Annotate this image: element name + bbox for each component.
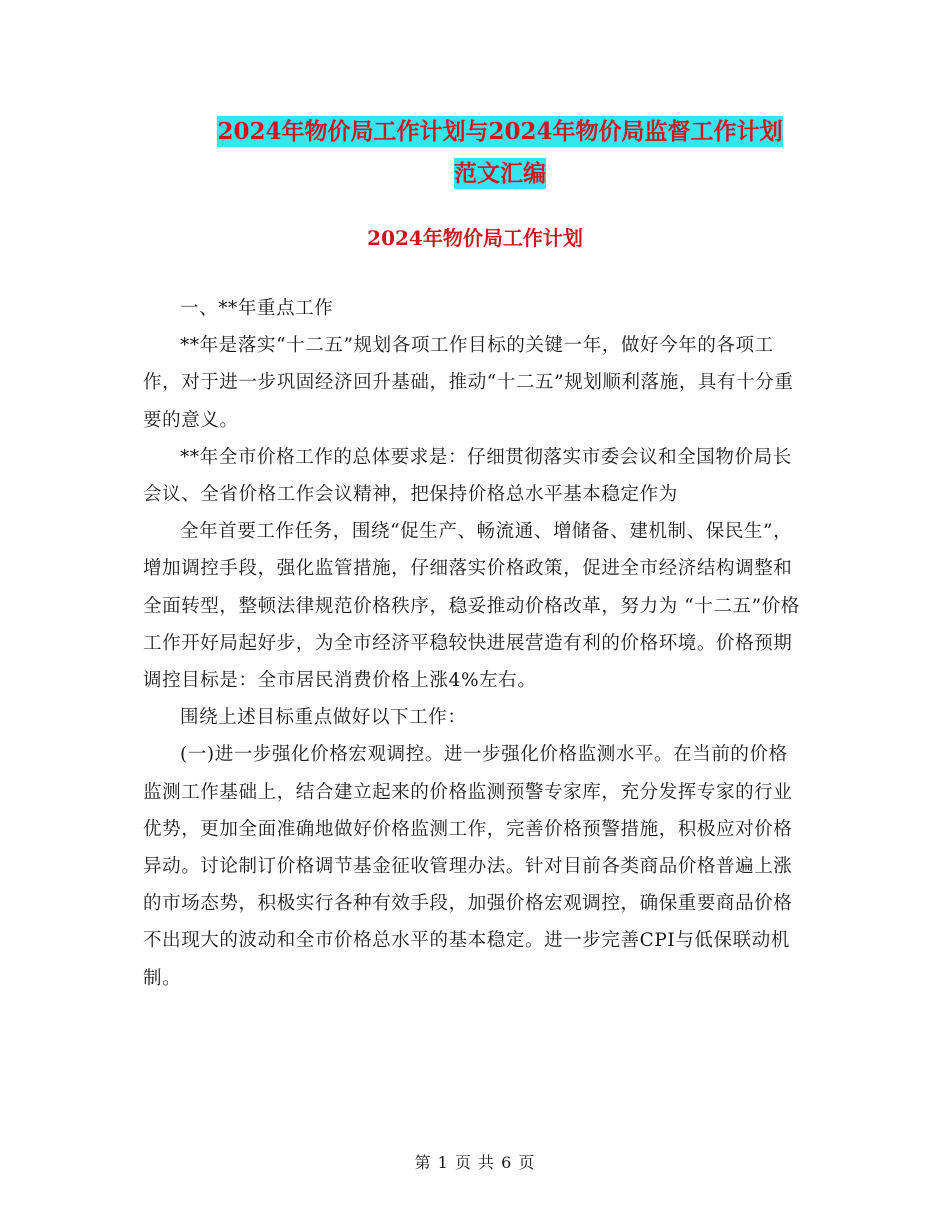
- section-heading: 2024年物价局工作计划: [367, 226, 583, 250]
- paragraph: **年是落实“十二五”规划各项工作目标的关键一年，做好今年的各项工作，对于进一步巩固经济回升基础，推动“十二五”规划顺利落施，具有十分重要的意义。: [143, 335, 794, 431]
- paragraph: 一、**年重点工作: [180, 298, 334, 319]
- page-footer: 第 1 页 共 6 页: [414, 1153, 536, 1172]
- document-title-highlight: 范文汇编: [454, 160, 546, 187]
- document-body: [143, 290, 803, 997]
- document-title-highlight: 2024年物价局工作计划与2024年物价局监督工作计划: [217, 118, 783, 145]
- document-title-line-1: [140, 112, 860, 152]
- paragraph: (一)进一步强化价格宏观调控。进一步强化价格监测水平。在当前的价格监测工作基础上，结合建立起来的价格监测预警专家库，充分发挥专家的行业优势，更加全面准确地做好价格监测工作，完善价格预警措施，积极应对价格异动。讨论制订价格调节基金征收管理办法。针对目前各类商品价格普遍上涨的市场态势，积极实行各种有效手段，加强价格宏观调控，确保重要商品价格不出现大的波动和全市价格总水平的基本稳定。进一步完善CPI与低保联动机制。: [143, 744, 793, 989]
- paragraph: **年全市价格工作的总体要求是：仔细贯彻落实市委会议和全国物价局长会议、全省价格工作会议精神，把保持价格总水平基本稳定作为: [143, 446, 792, 506]
- document-title-line-2: [140, 154, 860, 194]
- paragraph: 围绕上述目标重点做好以下工作：: [180, 707, 467, 729]
- paragraph: 全年首要工作任务，围绕“促生产、畅流通、增储备、建机制、保民生”，增加调控手段，强化监管措施，仔细落实价格政策，促进全市经济结构调整和全面转型，整顿法律规范价格秩序，稳妥推动价格改革，努力为 “十二五”价格工作开好局起好步，为全市经济平稳较快进展营造有利的价格环境。价格预期调控目标是：全市居民消费价格上涨4%左右。: [143, 521, 800, 692]
